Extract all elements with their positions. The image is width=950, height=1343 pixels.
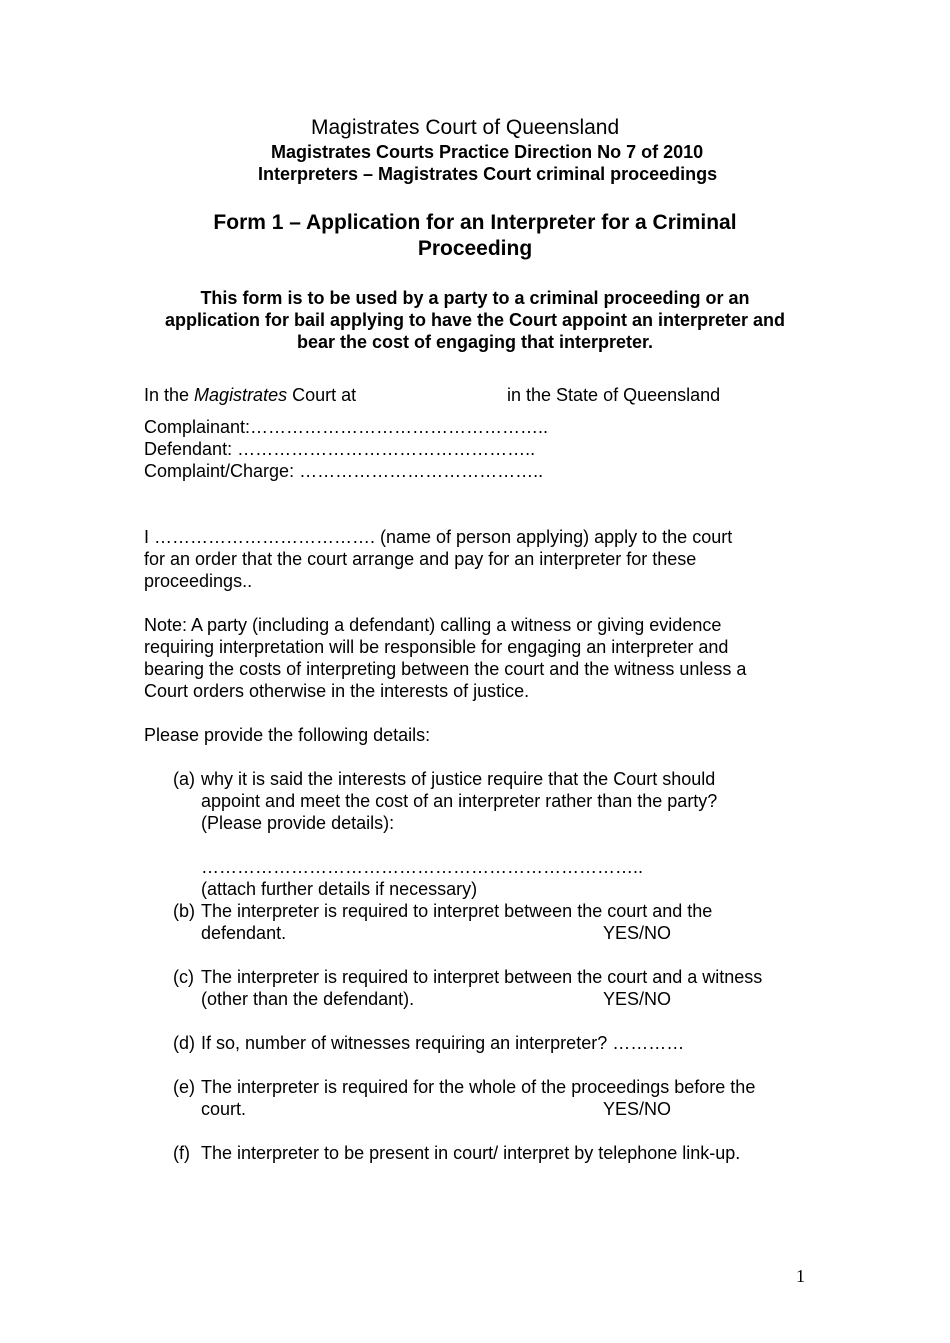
item-a-label: (a) xyxy=(173,769,195,789)
state-label: in the State of Queensland xyxy=(507,385,721,405)
item-e-line2: court. xyxy=(201,1099,247,1119)
application-line2: for an order that the court arrange and pay for an interpreter for these xyxy=(144,549,697,569)
item-b-line1: The interpreter is required to interpret between the court and the xyxy=(201,901,713,921)
item-b-line2: defendant. xyxy=(201,923,287,943)
application-line1[interactable]: I ………………………………. (name of person applying) apply to the court xyxy=(144,527,733,547)
application-line3: proceedings.. xyxy=(144,571,253,591)
item-b-label: (b) xyxy=(173,901,195,921)
intro-line1: This form is to be used by a party to a criminal proceeding or an xyxy=(200,288,750,308)
intro-line2: application for bail applying to have the Court appoint an interpreter and xyxy=(164,310,786,330)
court-type: Magistrates xyxy=(194,385,288,405)
note-line4: Court orders otherwise in the interests of justice. xyxy=(144,681,530,701)
note-line2: requiring interpretation will be responsible for engaging an interpreter and xyxy=(144,637,729,657)
note-line3: bearing the costs of interpreting between the court and the witness unless a xyxy=(144,659,747,679)
form-title-line1: Form 1 – Application for an Interpreter for a Criminal xyxy=(213,211,737,234)
practice-direction: Magistrates Courts Practice Direction No 7 of 2010 xyxy=(271,142,704,162)
details-prompt: Please provide the following details: xyxy=(144,725,431,745)
charge-field[interactable]: Complaint/Charge: ………………………………….. xyxy=(144,461,544,481)
item-c-yes-no[interactable]: YES/NO xyxy=(603,989,672,1009)
item-a-answer-field[interactable]: ……………………………………………………………….. xyxy=(201,857,644,877)
item-c-line2: (other than the defendant). xyxy=(201,989,415,1009)
item-f-line1: The interpreter to be present in court/ interpret by telephone link-up. xyxy=(201,1143,741,1163)
item-e-label: (e) xyxy=(173,1077,195,1097)
item-a-line2: appoint and meet the cost of an interpreter rather than the party? xyxy=(201,791,718,811)
page-number: 1 xyxy=(796,1266,805,1286)
item-b-yes-no[interactable]: YES/NO xyxy=(603,923,672,943)
item-c-line1: The interpreter is required to interpret between the court and a witness xyxy=(201,967,763,987)
defendant-field[interactable]: Defendant: ………………………………………….. xyxy=(144,439,536,459)
note-line1: Note: A party (including a defendant) calling a witness or giving evidence xyxy=(144,615,722,635)
court-prefix: In the xyxy=(144,385,195,405)
item-e-line1: The interpreter is required for the whole of the proceedings before the xyxy=(201,1077,756,1097)
item-f-label: (f) xyxy=(173,1143,190,1163)
court-name: Magistrates Court of Queensland xyxy=(311,116,620,139)
item-d-label: (d) xyxy=(173,1033,195,1053)
form-title-line2: Proceeding xyxy=(417,237,533,260)
item-a-line1: why it is said the interests of justice require that the Court should xyxy=(201,769,716,789)
intro-line3: bear the cost of engaging that interpreter. xyxy=(296,332,654,352)
item-a-attach-note: (attach further details if necessary) xyxy=(201,879,478,899)
item-e-yes-no[interactable]: YES/NO xyxy=(603,1099,672,1119)
court-suffix: Court at xyxy=(287,385,357,405)
complainant-field[interactable]: Complainant:………………………………………….. xyxy=(144,417,549,437)
item-d-line1[interactable]: If so, number of witnesses requiring an interpreter? ………… xyxy=(201,1033,685,1053)
court-location-line xyxy=(144,384,356,406)
practice-subject: Interpreters – Magistrates Court criminal proceedings xyxy=(258,164,718,184)
item-c-label: (c) xyxy=(173,967,194,987)
item-a-line3: (Please provide details): xyxy=(201,813,395,833)
